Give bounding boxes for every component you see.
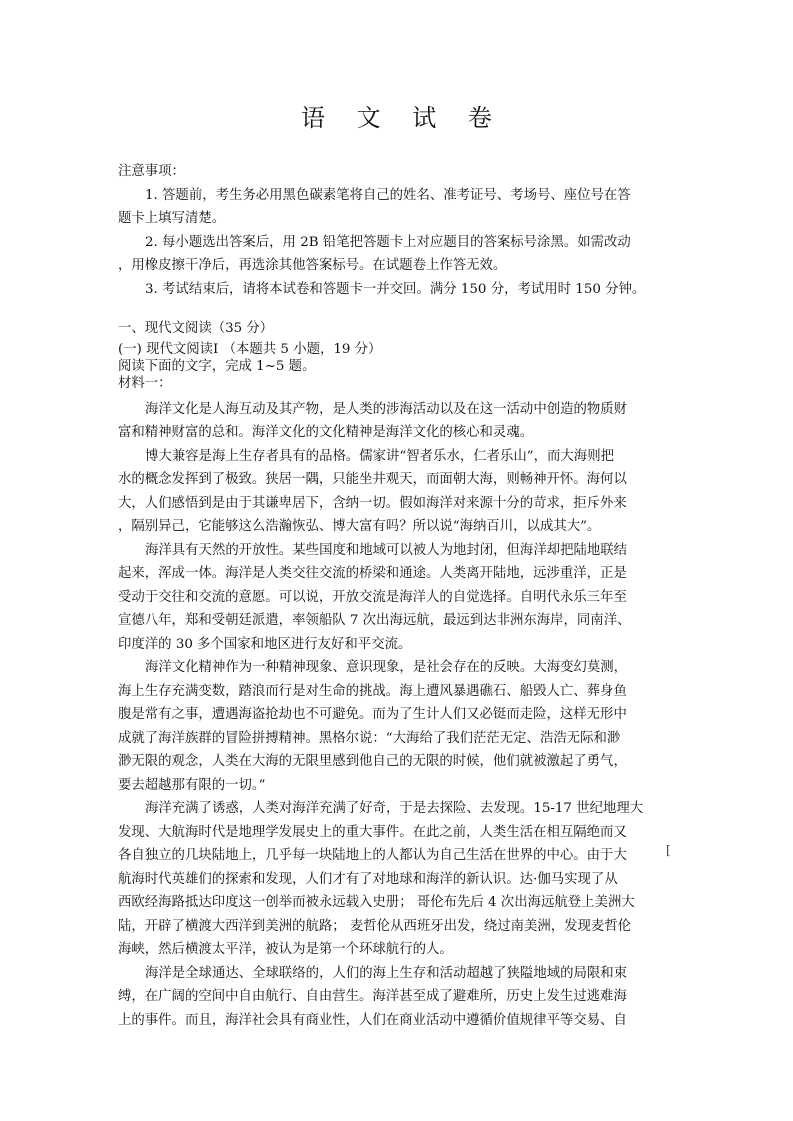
passage-line: 受动于交往和交流的意愿。可以说，开放交流是海洋人的自觉选择。自明代永乐三年至 xyxy=(118,589,627,605)
exam-title: 语 文 试 卷 xyxy=(301,104,504,132)
passage-line: 海上生存充满变数，踏浪而行是对生命的挑战。海上遭风暴遇礁石、船毁人亡、葬身鱼 xyxy=(118,683,627,699)
passage xyxy=(118,398,670,1033)
passage-line: 海洋具有天然的开放性。某些国度和地域可以被人为地封闭，但海洋却把陆地联结 xyxy=(145,542,628,558)
passage-line: 宣德八年，郑和受朝廷派遣，率领船队 7 次出海远航，最远到达非洲东海岸，同南洋、 xyxy=(118,613,631,628)
passage-line: 海洋充满了诱惑，人类对海洋充满了好奇，于是去探险、去发现。15-17 世纪地理大 xyxy=(145,801,644,816)
passage-line: 渺无限的观念，人类在大海的无限里感到他自己的无限的时候，他们就被激起了勇气， xyxy=(118,754,627,769)
passage-line: 陆，开辟了横渡大西洋到美洲的航路； 麦哲伦从西班牙出发，绕过南美洲，发现麦哲伦 xyxy=(118,918,632,934)
passage-line: 水的概念发挥到了极致。狭居一隅，只能坐井观天，而面朝大海，则畅神开怀。海何以 xyxy=(118,472,627,487)
notice-line: 2. 每小题选出答案后，用 2B 铅笔把答题卡上对应题目的答案标号涂黑。如需改动 xyxy=(145,234,631,250)
passage-line: 要去超越那有限的一切。” xyxy=(118,777,266,793)
notice-line: 3. 考试结束后，请将本试卷和答题卡一并交回。满分 150 分，考试用时 150 分钟。 xyxy=(145,281,646,297)
passage-line: 航海时代英雄们的探索和发现，人们才有了对地球和海洋的新认识。达·伽马实现了从 xyxy=(118,871,618,887)
notice-heading: 注意事项： xyxy=(118,164,185,179)
passage-line: ，隔别异己，它能够这么浩瀚恢弘、博大富有吗？所以说“海纳百川，以成其大”。 xyxy=(118,519,601,534)
passage-line: 海洋文化是人海互动及其产物，是人类的涉海活动以及在这一活动中创造的物质财 xyxy=(145,401,628,417)
passage-line: 起来，浑成一体。海洋是人类交往交流的桥梁和通途。人类离开陆地，远涉重洋，正是 xyxy=(118,566,627,581)
passage-line: 大，人们感悟到是由于其谦卑居下，含纳一切。假如海洋对来源十分的苛求，拒斥外来 xyxy=(118,495,627,511)
passage-line: 印度洋的 30 多个国家和地区进行友好和平交流。 xyxy=(118,636,412,652)
passage-line: 上的事件。而且，海洋社会具有商业性，人们在商业活动中遵循价值规律平等交易、自 xyxy=(118,1012,627,1028)
exam-content xyxy=(118,160,670,1032)
notice-block xyxy=(118,160,670,301)
passage-line: 富和精神财富的总和。海洋文化的文化精神是海洋文化的核心和灵魂。 xyxy=(118,425,534,440)
passage-line: 西欧经海路抵达印度这一创举而被永远载入史册； 哥伦布先后 4 次出海远航登上美洲大 xyxy=(118,895,635,910)
passage-line: 腹是常有之事，遭遇海盗抢劫也不可避免。而为了生计人们又必铤而走险，这样无形中 xyxy=(118,707,627,722)
margin-mark: [ xyxy=(666,843,671,857)
passage-line: 博大兼容是海上生存者具有的品格。儒家讲“智者乐水，仁者乐山”，而大海则把 xyxy=(145,448,614,464)
passage-line: 海洋文化精神作为一种精神现象、意识现象，是社会存在的反映。大海变幻莫测， xyxy=(145,660,628,675)
notice-line: ，用橡皮擦干净后，再选涂其他答案标号。在试题卷上作答无效。 xyxy=(118,258,507,273)
material-label: 材料一： xyxy=(118,375,172,391)
reading-instruction: 阅读下面的文字，完成 1~5 题。 xyxy=(118,358,316,374)
passage-line: 缚，在广阔的空间中自由航行、自由营生。海洋甚至成了避难所，历史上发生过逃难海 xyxy=(118,989,627,1004)
passage-line: 海洋是全球通达、全球联络的，人们的海上生存和活动超越了狭隘地域的局限和束 xyxy=(145,965,628,981)
subsection-heading: (一) 现代文阅读Ⅰ （本题共 5 小题，19 分） xyxy=(118,341,382,357)
passage-line: 各自独立的几块陆地上，几乎每一块陆地上的人都认为自己生活在世界的中心。由于大 xyxy=(118,848,627,863)
notice-line: 题卡上填写清楚。 xyxy=(118,211,226,226)
passage-line: 海峡，然后横渡太平洋，被认为是第一个环球航行的人。 xyxy=(118,942,453,957)
section-heading: 一、现代文阅读（35 分） xyxy=(118,321,274,336)
passage-line: 发现、大航海时代是地理学发展史上的重大事件。在此之前，人类生活在相互隔绝而又 xyxy=(118,824,627,840)
passage-line: 成就了海洋族群的冒险拼搏精神。黑格尔说：“大海给了我们茫茫无定、浩浩无际和渺 xyxy=(118,730,621,746)
notice-line: 1. 答题前，考生务必用黑色碳素笔将自己的姓名、准考证号、考场号、座位号在答 xyxy=(145,187,631,203)
